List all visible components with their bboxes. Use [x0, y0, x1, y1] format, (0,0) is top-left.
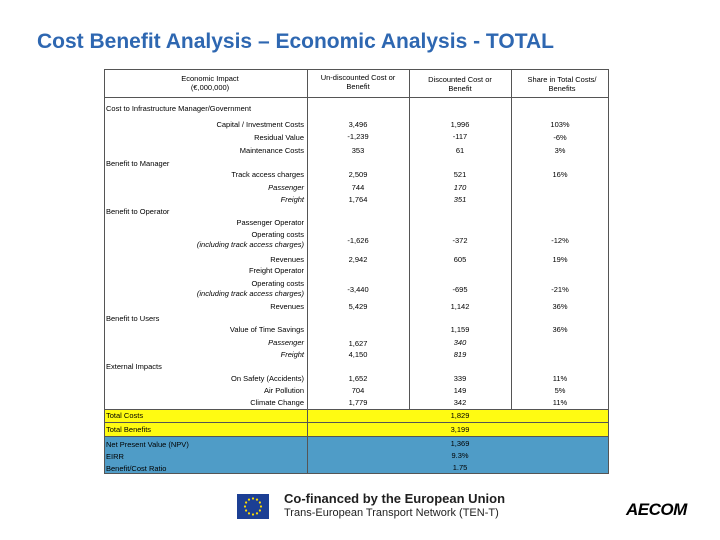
cell-value: 5% [554, 386, 566, 395]
total-costs-label: Total Costs [106, 411, 144, 420]
header-economic-impact: Economic Impact (€,000,000) [181, 74, 239, 92]
cell-value: 351 [453, 195, 467, 204]
cell-value: 4,150 [348, 350, 368, 359]
column-divider [409, 69, 410, 409]
section-label: Benefit to Users [106, 314, 160, 323]
cell-value: 1,142 [450, 302, 470, 311]
cell-value: 1,779 [348, 398, 368, 407]
cell-value: -1,239 [347, 132, 369, 141]
row-label: Freight [280, 195, 304, 204]
row-label: Passenger Operator [236, 218, 304, 227]
cell-value: 61 [455, 146, 465, 155]
cell-value: 2,942 [348, 255, 368, 264]
total-costs-value: 1,829 [450, 411, 470, 420]
cell-value: 353 [351, 146, 365, 155]
row-label: Capital / Investment Costs [216, 120, 304, 129]
cell-value: 2,509 [348, 170, 368, 179]
row-label: Residual Value [254, 133, 304, 142]
cell-value: 339 [453, 374, 467, 383]
eirr-value: 9.3% [451, 451, 469, 460]
cell-value: 5,429 [348, 302, 368, 311]
cell-value: -1,626 [347, 236, 369, 245]
npv-label: Net Present Value (NPV) [106, 440, 189, 449]
cell-value: 19% [552, 255, 568, 264]
section-label: Cost to Infrastructure Manager/Government [106, 104, 252, 113]
aecom-logo: AECOM [626, 500, 687, 519]
section-label: Benefit to Manager [106, 159, 170, 168]
cell-value: 170 [453, 183, 467, 192]
cell-value: 3,496 [348, 120, 368, 129]
header-undiscounted: Un-discounted Cost or Benefit [320, 73, 396, 91]
eirr-label: EIRR [106, 452, 124, 461]
cell-value: 16% [552, 170, 568, 179]
header-discounted: Discounted Cost or Benefit [428, 75, 492, 93]
cell-value: -372 [452, 236, 468, 245]
row-label: Value of Time Savings [229, 325, 304, 334]
row-label: Maintenance Costs [239, 146, 304, 155]
row-label: Climate Change [250, 398, 304, 407]
cell-value: 744 [351, 183, 365, 192]
cell-value: -6% [553, 133, 567, 142]
header-share: Share in Total Costs/ Benefits [527, 75, 597, 93]
cell-value: -117 [452, 132, 468, 141]
cell-value: 704 [351, 386, 365, 395]
cell-value: 1,764 [348, 195, 368, 204]
cell-value: 605 [453, 255, 467, 264]
cell-value: 1,627 [348, 339, 368, 348]
eu-cofinanced-title: Co-financed by the European Union [284, 491, 506, 506]
column-divider [307, 69, 308, 474]
page-title: Cost Benefit Analysis – Economic Analysis - TOTAL [37, 30, 554, 53]
cell-value: 103% [550, 120, 570, 129]
cell-value: 36% [552, 302, 568, 311]
row-label: Freight Operator [248, 266, 304, 275]
eu-flag-icon [237, 494, 269, 519]
column-divider [511, 69, 512, 409]
row-label: Air Pollution [263, 386, 304, 395]
row-label: Track access charges [231, 170, 304, 179]
cell-value: 11% [552, 374, 568, 383]
total-benefits-value: 3,199 [450, 425, 470, 434]
eu-ten-t-subtitle: Trans-European Transport Network (TEN-T) [284, 507, 499, 519]
row-label: Passenger [268, 338, 304, 347]
section-label: Benefit to Operator [106, 207, 170, 216]
cell-value: 11% [552, 398, 568, 407]
row-label: Operating costs [251, 279, 304, 288]
npv-value: 1,369 [450, 439, 470, 448]
total-benefits-label: Total Benefits [106, 425, 152, 434]
cell-value: 819 [453, 350, 467, 359]
cell-value: 1,996 [450, 120, 470, 129]
row-label: Revenues [270, 302, 304, 311]
row-label: On Safety (Accidents) [231, 374, 304, 383]
cell-value: 1,159 [450, 325, 470, 334]
cell-value: -3,440 [347, 285, 369, 294]
cell-value: -12% [551, 236, 569, 245]
bcr-value: 1.75 [452, 463, 468, 472]
header-divider [104, 97, 609, 98]
row-label: (including track access charges) [196, 240, 304, 249]
row-label: Operating costs [251, 230, 304, 239]
row-label: (including track access charges) [196, 289, 304, 298]
cell-value: 521 [453, 170, 467, 179]
cell-value: 340 [453, 338, 467, 347]
summary-divider [104, 436, 609, 437]
totals-divider [104, 422, 609, 423]
row-label: Passenger [268, 183, 304, 192]
cell-value: -695 [452, 285, 468, 294]
section-label: External Impacts [106, 362, 162, 371]
cell-value: 36% [552, 325, 568, 334]
bcr-label: Benefit/Cost Ratio [106, 464, 167, 473]
row-label: Freight [280, 350, 304, 359]
cell-value: -21% [551, 285, 569, 294]
totals-divider [104, 409, 609, 410]
cell-value: 149 [453, 386, 467, 395]
cell-value: 1,652 [348, 374, 368, 383]
cell-value: 342 [453, 398, 467, 407]
cell-value: 3% [554, 146, 566, 155]
row-label: Revenues [270, 255, 304, 264]
